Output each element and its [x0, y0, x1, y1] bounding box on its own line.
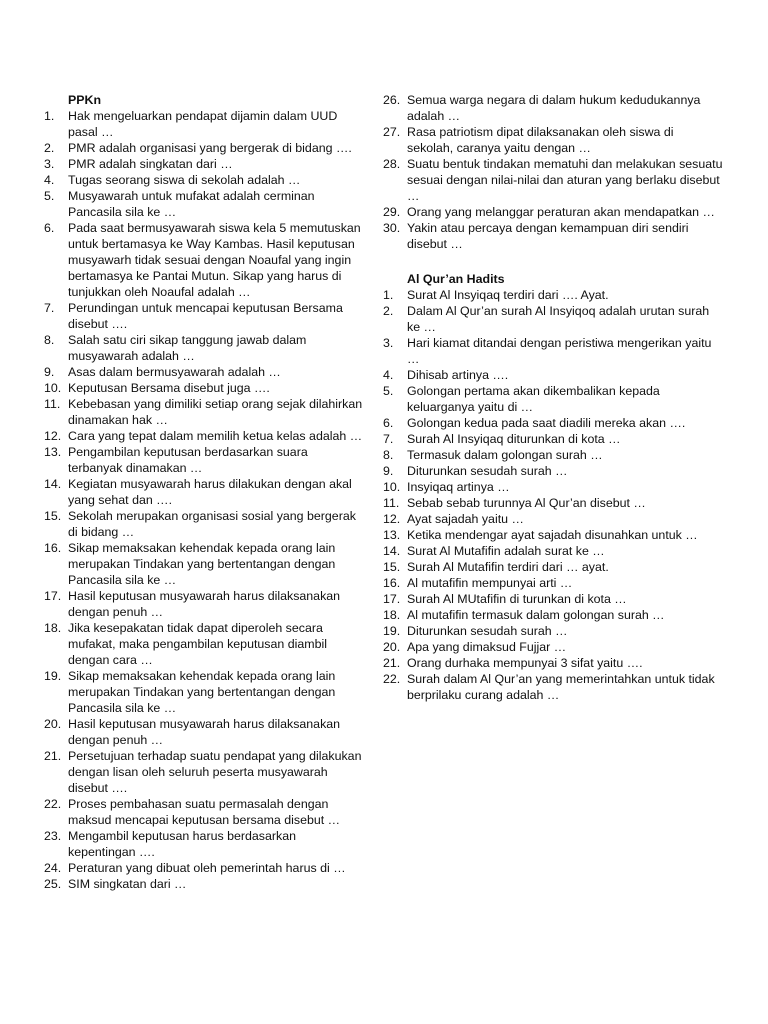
question-text: Surat Al Insyiqaq terdiri dari …. Ayat.: [407, 288, 609, 302]
ppkn-question-item: [44, 428, 364, 444]
question-number: 18.: [383, 608, 401, 622]
question-text: Dihisab artinya ….: [407, 368, 509, 382]
question-text: Pada saat bermusyawarah siswa kela 5 memutuskan untuk bertamasya ke Way Kambas. Hasil keputusan musyawarh tidak sesuai dengan Noaufal yang ingin bertamasya ke Pantai Mutun. Sikap yang harus di tunjukkan oleh Noaufal adalah …: [68, 221, 361, 299]
ppkn-question-item: [383, 92, 723, 124]
quran-question-item: [383, 335, 723, 367]
question-number: 16.: [44, 541, 62, 555]
ppkn-question-item: [383, 156, 723, 204]
question-number: 16.: [383, 576, 401, 590]
ppkn-question-item: [44, 364, 364, 380]
question-number: 7.: [44, 301, 55, 315]
ppkn-question-item: [383, 220, 723, 252]
question-number: 5.: [383, 384, 394, 398]
question-text: Perundingan untuk mencapai keputusan Bersama disebut ….: [68, 301, 343, 331]
question-number: 11.: [383, 496, 400, 510]
question-number: 17.: [383, 592, 401, 606]
question-text: Al mutafifin mempunyai arti …: [407, 576, 573, 590]
question-number: 9.: [44, 365, 55, 379]
question-number: 19.: [44, 669, 62, 683]
question-text: Yakin atau percaya dengan kemampuan diri sendiri disebut …: [407, 221, 689, 251]
ppkn-question-item: [44, 588, 364, 620]
question-text: Surah Al Insyiqaq diturunkan di kota …: [407, 432, 621, 446]
ppkn-question-item: [44, 540, 364, 588]
question-text: Hari kiamat ditandai dengan peristiwa mengerikan yaitu …: [407, 336, 712, 366]
section-title-ppkn: PPKn: [68, 93, 102, 107]
question-number: 10.: [44, 381, 62, 395]
question-number: 18.: [44, 621, 62, 635]
question-number: 6.: [383, 416, 394, 430]
question-number: 15.: [44, 509, 62, 523]
question-text: Hasil keputusan musyawarah harus dilaksanakan dengan penuh …: [68, 589, 341, 619]
question-text: Salah satu ciri sikap tanggung jawab dalam musyawarah adalah …: [68, 333, 307, 363]
question-text: Surah Al Mutafifin terdiri dari … ayat.: [407, 560, 609, 574]
question-number: 2.: [44, 141, 55, 155]
quran-question-item: [383, 575, 723, 591]
ppkn-question-item: [44, 620, 364, 668]
quran-question-item: [383, 639, 723, 655]
question-text: Golongan pertama akan dikembalikan kepada keluarganya yaitu di …: [407, 384, 660, 414]
ppkn-question-item: [44, 332, 364, 364]
question-text: Kegiatan musyawarah harus dilakukan dengan akal yang sehat dan ….: [68, 477, 352, 507]
quran-question-item: [383, 591, 723, 607]
question-number: 11.: [44, 397, 61, 411]
ppkn-question-list: [44, 108, 364, 892]
question-text: Apa yang dimaksud Fujjar …: [407, 640, 567, 654]
question-text: Cara yang tepat dalam memilih ketua kelas adalah …: [68, 429, 363, 443]
question-text: Al mutafifin termasuk dalam golongan surah …: [407, 608, 665, 622]
question-number: 6.: [44, 221, 55, 235]
question-number: 15.: [383, 560, 401, 574]
quran-question-item: [383, 303, 723, 335]
ppkn-question-item: [44, 140, 364, 156]
question-number: 28.: [383, 157, 401, 171]
quran-question-item: [383, 287, 723, 303]
question-text: Surat Al Mutafifin adalah surat ke …: [407, 544, 605, 558]
question-number: 22.: [44, 797, 62, 811]
question-number: 27.: [383, 125, 401, 139]
quran-question-item: [383, 479, 723, 495]
ppkn-question-item: [44, 716, 364, 748]
question-text: Dalam Al Qur’an surah Al Insyiqoq adalah urutan surah ke …: [407, 304, 710, 334]
quran-question-item: [383, 495, 723, 511]
question-text: Rasa patriotism dipat dilaksanakan oleh siswa di sekolah, caranya yaitu dengan …: [407, 125, 674, 155]
question-text: Semua warga negara di dalam hukum kedudukannya adalah …: [407, 93, 701, 123]
quran-question-item: [383, 383, 723, 415]
question-text: Peraturan yang dibuat oleh pemerintah harus di …: [68, 861, 346, 875]
ppkn-question-item: [44, 828, 364, 860]
question-text: Pengambilan keputusan berdasarkan suara terbanyak dinamakan …: [68, 445, 308, 475]
ppkn-question-item: [44, 508, 364, 540]
question-number: 5.: [44, 189, 55, 203]
question-number: 8.: [44, 333, 55, 347]
question-number: 29.: [383, 205, 401, 219]
ppkn-question-item: [383, 124, 723, 156]
question-number: 4.: [44, 173, 55, 187]
question-number: 21.: [383, 656, 401, 670]
question-text: PMR adalah singkatan dari …: [68, 157, 233, 171]
section-title-quran-hadits: Al Qur’an Hadits: [407, 272, 505, 286]
quran-question-item: [383, 415, 723, 431]
question-text: Surah Al MUtafifin di turunkan di kota …: [407, 592, 627, 606]
ppkn-question-item: [44, 380, 364, 396]
quran-question-item: [383, 543, 723, 559]
ppkn-question-item: [44, 476, 364, 508]
ppkn-question-item: [44, 748, 364, 796]
question-text: Surah dalam Al Qur’an yang memerintahkan untuk tidak berprilaku curang adalah …: [407, 672, 715, 702]
question-text: Orang yang melanggar peraturan akan mendapatkan …: [407, 205, 715, 219]
question-number: 4.: [383, 368, 394, 382]
quran-question-item: [383, 367, 723, 383]
question-text: Insyiqaq artinya …: [407, 480, 510, 494]
question-number: 25.: [44, 877, 62, 891]
question-text: Hak mengeluarkan pendapat dijamin dalam UUD pasal …: [68, 109, 338, 139]
question-text: PMR adalah organisasi yang bergerak di bidang ….: [68, 141, 352, 155]
question-number: 20.: [44, 717, 62, 731]
ppkn-question-item: [44, 444, 364, 476]
ppkn-question-item: [44, 396, 364, 428]
ppkn-question-list-continued: [383, 92, 723, 252]
question-number: 13.: [383, 528, 401, 542]
question-number: 3.: [44, 157, 55, 171]
question-number: 19.: [383, 624, 401, 638]
question-text: SIM singkatan dari …: [68, 877, 187, 891]
question-text: Proses pembahasan suatu permasalah dengan maksud mencapai keputusan bersama disebut …: [68, 797, 341, 827]
ppkn-question-item: [44, 668, 364, 716]
question-text: Persetujuan terhadap suatu pendapat yang dilakukan dengan lisan oleh seluruh peserta musyawarah disebut ….: [68, 749, 362, 795]
question-text: Ayat sajadah yaitu …: [407, 512, 524, 526]
ppkn-question-item: [44, 796, 364, 828]
quran-question-item: [383, 559, 723, 575]
quran-question-item: [383, 447, 723, 463]
ppkn-question-item: [44, 876, 364, 892]
quran-question-item: [383, 671, 723, 703]
question-text: Sikap memaksakan kehendak kepada orang lain merupakan Tindakan yang bertentangan dengan Pancasila sila ke …: [68, 541, 336, 587]
question-number: 22.: [383, 672, 401, 686]
question-text: Termasuk dalam golongan surah …: [407, 448, 603, 462]
question-number: 12.: [44, 429, 62, 443]
quran-question-item: [383, 607, 723, 623]
question-number: 9.: [383, 464, 394, 478]
question-number: 14.: [44, 477, 62, 491]
question-text: Sikap memaksakan kehendak kepada orang lain merupakan Tindakan yang bertentangan dengan Pancasila sila ke …: [68, 669, 336, 715]
question-number: 10.: [383, 480, 401, 494]
question-number: 30.: [383, 221, 401, 235]
ppkn-question-item: [383, 204, 723, 220]
question-text: Tugas seorang siswa di sekolah adalah …: [68, 173, 301, 187]
question-text: Sebab sebab turunnya Al Qur’an disebut …: [407, 496, 646, 510]
question-number: 1.: [383, 288, 394, 302]
question-number: 12.: [383, 512, 401, 526]
ppkn-question-item: [44, 108, 364, 140]
question-text: Diturunkan sesudah surah …: [407, 624, 568, 638]
left-column: [44, 92, 364, 892]
question-text: Sekolah merupakan organisasi sosial yang bergerak di bidang …: [68, 509, 356, 539]
ppkn-question-item: [44, 188, 364, 220]
question-text: Hasil keputusan musyawarah harus dilaksanakan dengan penuh …: [68, 717, 341, 747]
question-number: 3.: [383, 336, 394, 350]
question-number: 2.: [383, 304, 394, 318]
quran-question-item: [383, 527, 723, 543]
question-number: 26.: [383, 93, 401, 107]
quran-question-item: [383, 655, 723, 671]
question-number: 14.: [383, 544, 401, 558]
ppkn-question-item: [44, 220, 364, 300]
question-text: Jika kesepakatan tidak dapat diperoleh secara mufakat, maka pengambilan keputusan diambil dengan cara …: [68, 621, 327, 667]
question-text: Ketika mendengar ayat sajadah disunahkan untuk …: [407, 528, 698, 542]
question-text: Musyawarah untuk mufakat adalah cerminan Pancasila sila ke …: [68, 189, 315, 219]
question-number: 8.: [383, 448, 394, 462]
ppkn-question-item: [44, 300, 364, 332]
question-text: Suatu bentuk tindakan mematuhi dan melakukan sesuatu sesuai dengan nilai-nilai dan aturan yang berlaku disebut …: [407, 157, 723, 203]
question-text: Mengambil keputusan harus berdasarkan kepentingan ….: [68, 829, 296, 859]
question-number: 21.: [44, 749, 62, 763]
question-number: 17.: [44, 589, 62, 603]
question-number: 24.: [44, 861, 62, 875]
question-number: 20.: [383, 640, 401, 654]
question-number: 13.: [44, 445, 62, 459]
question-text: Diturunkan sesudah surah …: [407, 464, 568, 478]
quran-question-item: [383, 623, 723, 639]
question-text: Keputusan Bersama disebut juga ….: [68, 381, 270, 395]
ppkn-question-item: [44, 172, 364, 188]
quran-question-item: [383, 431, 723, 447]
question-text: Asas dalam bermusyawarah adalah …: [68, 365, 281, 379]
question-text: Orang durhaka mempunyai 3 sifat yaitu ….: [407, 656, 643, 670]
question-text: Kebebasan yang dimiliki setiap orang sejak dilahirkan dinamakan hak …: [68, 397, 363, 427]
ppkn-question-item: [44, 156, 364, 172]
right-column: [383, 92, 723, 703]
question-number: 1.: [44, 109, 55, 123]
quran-hadits-question-list: [383, 287, 723, 703]
ppkn-question-item: [44, 860, 364, 876]
question-number: 7.: [383, 432, 394, 446]
question-text: Golongan kedua pada saat diadili mereka akan ….: [407, 416, 686, 430]
quran-question-item: [383, 463, 723, 479]
quran-question-item: [383, 511, 723, 527]
question-number: 23.: [44, 829, 62, 843]
